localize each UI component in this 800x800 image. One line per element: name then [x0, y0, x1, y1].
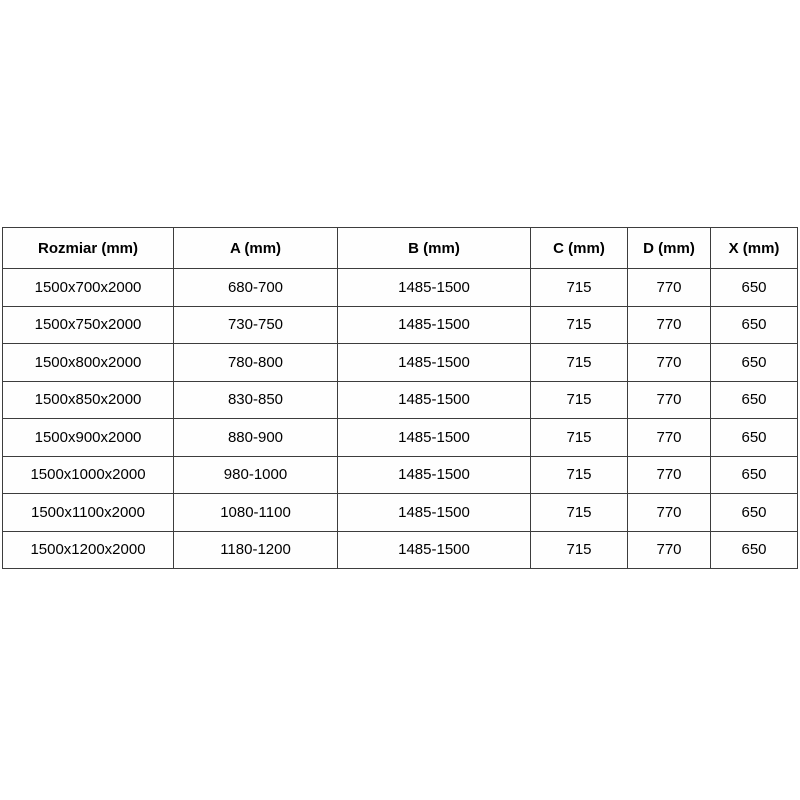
- table-row: [3, 531, 798, 569]
- table-cell: 650: [711, 456, 798, 494]
- table-cell: 715: [531, 344, 628, 382]
- table-cell: 1500x900x2000: [3, 419, 174, 457]
- table-cell: 980-1000: [174, 456, 338, 494]
- table-cell: 1500x1200x2000: [3, 531, 174, 569]
- table-cell: 770: [628, 494, 711, 532]
- table-cell: 770: [628, 419, 711, 457]
- table-cell: 650: [711, 419, 798, 457]
- table-cell: 1180-1200: [174, 531, 338, 569]
- table-cell: 650: [711, 269, 798, 307]
- table-cell: 1485-1500: [338, 419, 531, 457]
- table-cell: 1500x800x2000: [3, 344, 174, 382]
- table-cell: 715: [531, 381, 628, 419]
- table-cell: 730-750: [174, 306, 338, 344]
- table-cell: 1485-1500: [338, 306, 531, 344]
- table-cell: 1500x1100x2000: [3, 494, 174, 532]
- header-row: [3, 228, 798, 269]
- table-cell: 770: [628, 269, 711, 307]
- table-cell: 650: [711, 381, 798, 419]
- table-cell: 715: [531, 494, 628, 532]
- table-cell: 715: [531, 456, 628, 494]
- table-cell: 715: [531, 419, 628, 457]
- table-row: [3, 494, 798, 532]
- table-cell: 830-850: [174, 381, 338, 419]
- table-cell: 1485-1500: [338, 456, 531, 494]
- table-cell: 1080-1100: [174, 494, 338, 532]
- table-cell: 1485-1500: [338, 381, 531, 419]
- column-header-x: X (mm): [711, 228, 798, 269]
- table-cell: 770: [628, 456, 711, 494]
- table-body: [3, 269, 798, 569]
- table-cell: 650: [711, 344, 798, 382]
- table-cell: 770: [628, 381, 711, 419]
- table-cell: 1485-1500: [338, 344, 531, 382]
- column-header-d: D (mm): [628, 228, 711, 269]
- column-header-a: A (mm): [174, 228, 338, 269]
- table-row: [3, 306, 798, 344]
- table-cell: 1500x750x2000: [3, 306, 174, 344]
- dimensions-table-container: [2, 227, 798, 569]
- table-row: [3, 344, 798, 382]
- table-cell: 1485-1500: [338, 494, 531, 532]
- table-row: [3, 269, 798, 307]
- table-header: [3, 228, 798, 269]
- table-cell: 650: [711, 306, 798, 344]
- table-cell: 650: [711, 494, 798, 532]
- table-row: [3, 456, 798, 494]
- column-header-b: B (mm): [338, 228, 531, 269]
- table-cell: 1500x850x2000: [3, 381, 174, 419]
- table-cell: 680-700: [174, 269, 338, 307]
- table-row: [3, 419, 798, 457]
- table-cell: 650: [711, 531, 798, 569]
- table-cell: 715: [531, 269, 628, 307]
- table-cell: 1500x700x2000: [3, 269, 174, 307]
- table-row: [3, 381, 798, 419]
- table-cell: 1485-1500: [338, 531, 531, 569]
- table-cell: 780-800: [174, 344, 338, 382]
- column-header-c: C (mm): [531, 228, 628, 269]
- table-cell: 770: [628, 306, 711, 344]
- column-header-rozmiar: Rozmiar (mm): [3, 228, 174, 269]
- table-cell: 715: [531, 306, 628, 344]
- table-cell: 715: [531, 531, 628, 569]
- table-cell: 880-900: [174, 419, 338, 457]
- table-cell: 1485-1500: [338, 269, 531, 307]
- table-cell: 1500x1000x2000: [3, 456, 174, 494]
- table-cell: 770: [628, 344, 711, 382]
- dimensions-table: [2, 227, 798, 569]
- table-cell: 770: [628, 531, 711, 569]
